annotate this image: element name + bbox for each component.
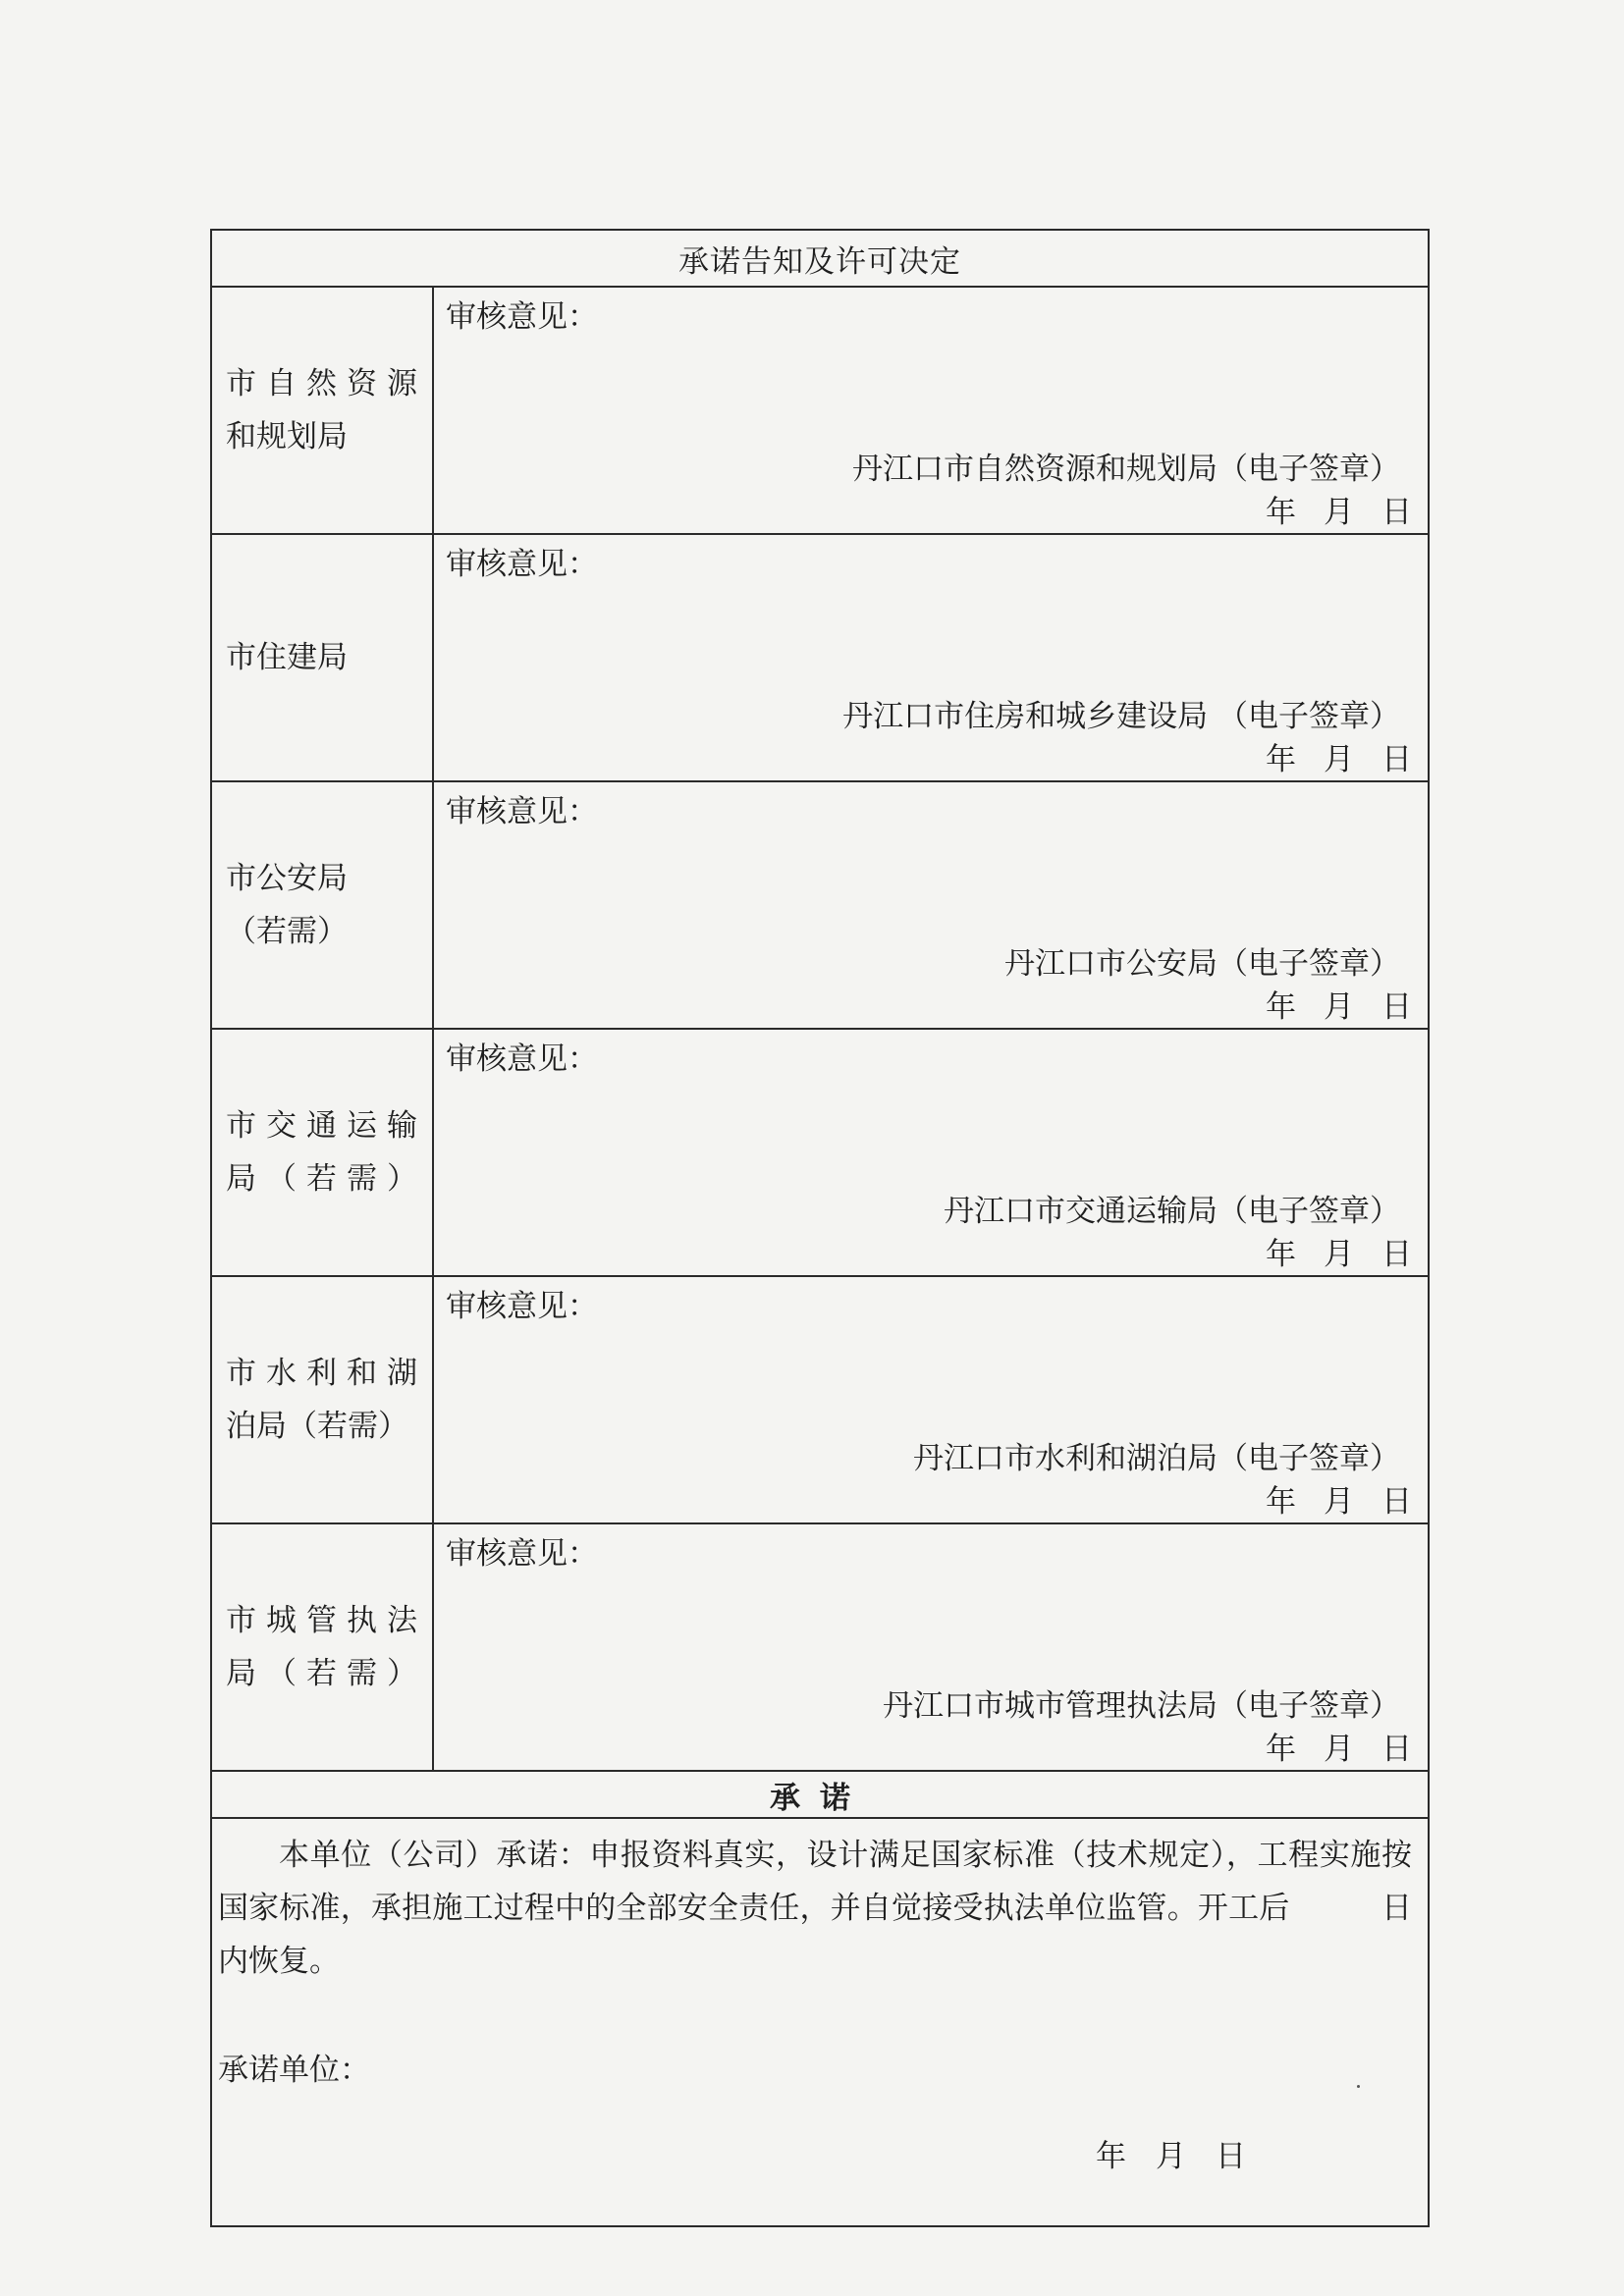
department-name-line: 市城管执法 <box>226 1603 427 1638</box>
date-day-label: 日 <box>1381 1732 1412 1767</box>
department-name-line: 局（若需） <box>226 1656 427 1691</box>
commitment-body-cell[interactable] <box>211 1818 1429 2226</box>
review-opinion-cell[interactable] <box>433 287 1429 534</box>
signature-date <box>1238 1476 1412 1521</box>
review-opinion-cell[interactable] <box>433 1029 1429 1276</box>
commitment-heading-row <box>211 1771 1429 1818</box>
date-year-label: 年 <box>1266 742 1296 777</box>
department-row <box>211 1276 1429 1523</box>
date-year-label: 年 <box>1266 989 1296 1025</box>
department-row <box>211 781 1429 1029</box>
date-year-label: 年 <box>1266 1732 1296 1767</box>
review-opinion-label: 审核意见： <box>446 1041 598 1077</box>
date-year-label: 年 <box>1266 1237 1296 1272</box>
department-signature: 丹江口市城市管理执法局（电子签章） <box>883 1688 1400 1724</box>
signature-date <box>1238 487 1412 531</box>
department-row <box>211 534 1429 781</box>
signature-date <box>1238 734 1412 778</box>
date-day-label: 日 <box>1381 495 1412 530</box>
scan-speck <box>1357 2085 1360 2088</box>
department-name-line: 市水利和湖 <box>226 1356 427 1391</box>
review-opinion-label: 审核意见： <box>446 794 598 829</box>
review-opinion-label: 审核意见： <box>446 299 598 335</box>
department-name-cell <box>211 1523 433 1771</box>
department-name-line: （若需） <box>226 914 348 949</box>
review-opinion-label: 审核意见： <box>446 1536 598 1572</box>
date-month-label: 月 <box>1324 1484 1354 1520</box>
commitment-date-day-label: 日 <box>1216 2139 1246 2174</box>
commitment-heading: 承诺 <box>211 1771 1429 1818</box>
department-name-line: 市自然资源 <box>226 366 427 401</box>
signature-date <box>1238 1229 1412 1273</box>
date-day-label: 日 <box>1381 989 1412 1025</box>
department-name-cell <box>211 534 433 781</box>
date-month-label: 月 <box>1324 1237 1354 1272</box>
date-day-label: 日 <box>1381 742 1412 777</box>
department-name-line: 和规划局 <box>226 419 348 454</box>
department-name-line: 市公安局 <box>226 861 348 896</box>
approval-form-table <box>210 229 1430 2227</box>
review-opinion-cell[interactable] <box>433 534 1429 781</box>
form-title: 承诺告知及许可决定 <box>211 230 1429 287</box>
department-name-cell <box>211 1029 433 1276</box>
date-year-label: 年 <box>1266 495 1296 530</box>
signature-date <box>1238 1724 1412 1768</box>
review-opinion-cell[interactable] <box>433 1276 1429 1523</box>
date-month-label: 月 <box>1324 495 1354 530</box>
department-name-cell <box>211 781 433 1029</box>
department-signature: 丹江口市公安局（电子签章） <box>1004 946 1400 982</box>
date-day-label: 日 <box>1381 1237 1412 1272</box>
department-row <box>211 1523 1429 1771</box>
commitment-date-month-label: 月 <box>1156 2139 1186 2174</box>
department-name-line: 市交通运输 <box>226 1108 427 1144</box>
date-day-label: 日 <box>1381 1484 1412 1520</box>
commitment-date <box>1096 2131 1246 2175</box>
review-opinion-label: 审核意见： <box>446 547 598 582</box>
department-name-line: 局（若需） <box>226 1161 427 1197</box>
review-opinion-cell[interactable] <box>433 781 1429 1029</box>
department-signature: 丹江口市水利和湖泊局（电子签章） <box>913 1441 1400 1476</box>
department-row <box>211 287 1429 534</box>
department-row <box>211 1029 1429 1276</box>
department-name-line: 泊局（若需） <box>226 1409 408 1444</box>
department-signature: 丹江口市交通运输局（电子签章） <box>944 1194 1400 1229</box>
department-signature: 丹江口市住房和城乡建设局 （电子签章） <box>842 699 1400 734</box>
commitment-body-row <box>211 1818 1429 2226</box>
commitment-date-year-label: 年 <box>1096 2139 1126 2174</box>
date-year-label: 年 <box>1266 1484 1296 1520</box>
form-title-row <box>211 230 1429 287</box>
date-month-label: 月 <box>1324 742 1354 777</box>
commitment-text: 本单位（公司）承诺：申报资料真实，设计满足国家标准（技术规定），工程实施按国家标准，承担施工过程中的全部安全责任，并自觉接受执法单位监管。开工后 日内恢复。 <box>218 1838 1412 1979</box>
signature-date <box>1238 982 1412 1026</box>
date-month-label: 月 <box>1324 1732 1354 1767</box>
review-opinion-label: 审核意见： <box>446 1289 598 1324</box>
department-name-cell <box>211 1276 433 1523</box>
commitment-unit-label: 承诺单位： <box>218 2053 370 2088</box>
review-opinion-cell[interactable] <box>433 1523 1429 1771</box>
department-signature: 丹江口市自然资源和规划局（电子签章） <box>852 452 1400 487</box>
department-name-cell <box>211 287 433 534</box>
date-month-label: 月 <box>1324 989 1354 1025</box>
department-name-line: 市住建局 <box>226 640 348 675</box>
